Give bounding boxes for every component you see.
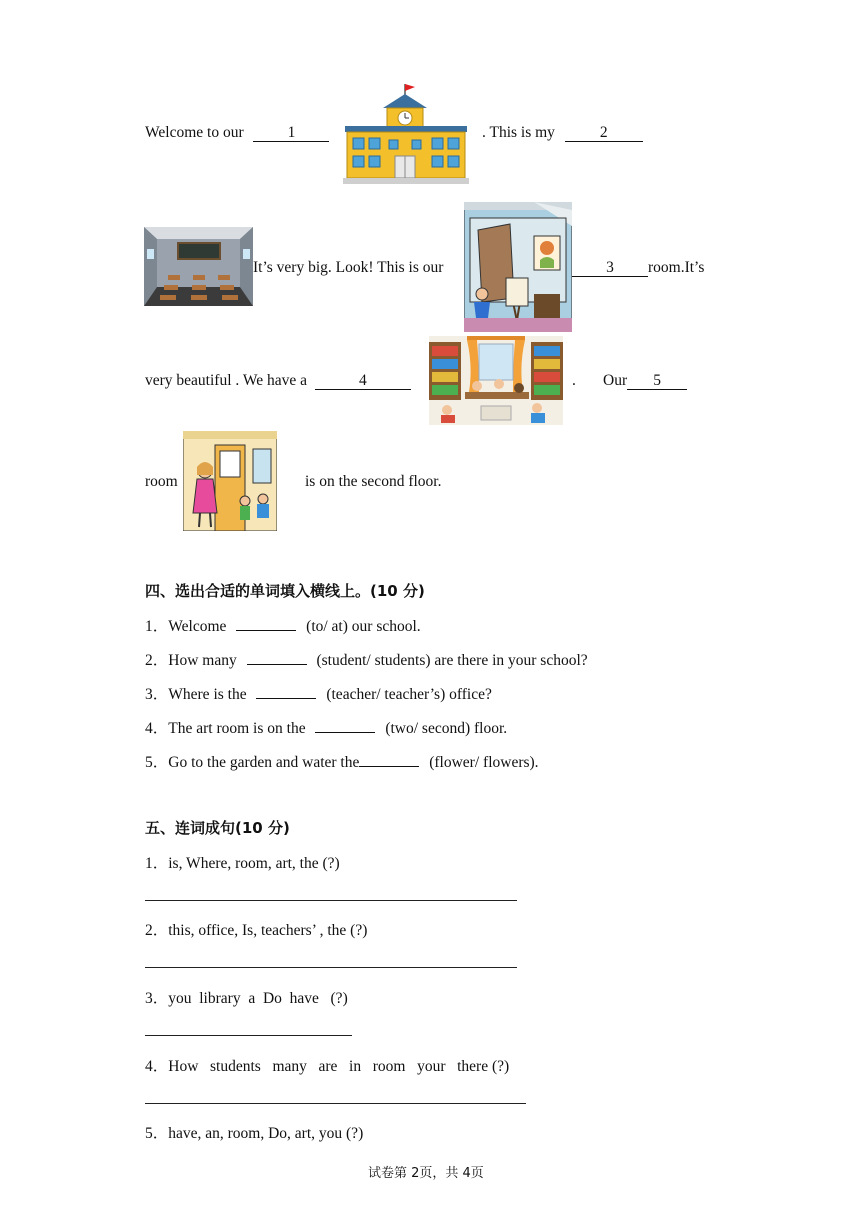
art-room-image: [464, 202, 572, 332]
answer-line: [145, 1035, 352, 1036]
section-5-item: 3．you library a Do have (?): [145, 990, 348, 1007]
item-post: (to/ at) our school.: [306, 618, 421, 635]
answer-line: [145, 900, 517, 901]
passage-text: very beautiful . We have a: [145, 372, 308, 389]
library-image: [429, 336, 563, 425]
item-number: 2．: [145, 652, 169, 669]
section-4-item: [145, 716, 507, 738]
section-5-item: 2．this, office, Is, teachers’ , the (?): [145, 922, 368, 939]
passage-line-4-end: is on the second floor.: [305, 473, 442, 490]
answer-blank: [256, 698, 316, 699]
passage-text: room.It’s: [648, 259, 705, 276]
blank-2: 2: [565, 125, 643, 142]
section-5-title: 五、连词成句(10 分): [145, 819, 290, 837]
answer-blank: [315, 732, 375, 733]
passage-text: . This is my: [482, 124, 555, 141]
blank-3: 3: [572, 260, 648, 277]
item-number: 5．: [145, 754, 169, 771]
section-5-item: 4．How students many are in room your there (?): [145, 1058, 510, 1075]
passage-line-2-end: [572, 259, 704, 277]
item-post: (teacher/ teacher’s) office?: [326, 686, 492, 703]
item-post: (student/ students) are there in your school?: [316, 652, 588, 669]
item-pre: How many: [168, 652, 237, 669]
section-4-item: [145, 614, 421, 636]
passage-text: Our: [603, 372, 628, 389]
answer-line: [145, 967, 517, 968]
answer-blank: [236, 630, 296, 631]
passage-line-4: room: [145, 473, 178, 490]
item-number: 1．: [145, 618, 169, 635]
section-5-item: 5．have, an, room, Do, art, you (?): [145, 1125, 364, 1142]
classroom-image: [144, 227, 253, 306]
passage-line-3: [145, 372, 411, 390]
answer-blank: [359, 766, 419, 767]
item-post: (two/ second) floor.: [385, 720, 508, 737]
item-pre: The art room is on the: [168, 720, 306, 737]
page-footer: 试卷第 2页，共 4页: [368, 1166, 484, 1181]
item-number: 4．: [145, 720, 169, 737]
school-building-image: [343, 82, 469, 186]
passage-text: Welcome to our: [145, 124, 244, 141]
section-4-title: 四、选出合适的单词填入横线上。(10 分): [145, 582, 425, 600]
passage-line-1: [145, 124, 329, 142]
passage-line-3-end: [603, 372, 687, 390]
item-post: (flower/ flowers).: [429, 754, 539, 771]
passage-line-2: [253, 259, 443, 277]
item-pre: Welcome: [168, 618, 227, 635]
answer-blank: [247, 664, 307, 665]
passage-line-1-end: [482, 124, 643, 142]
office-image: [183, 431, 277, 531]
item-pre: Go to the garden and water the: [168, 754, 360, 771]
blank-1: 1: [253, 125, 329, 142]
blank-5: 5: [627, 373, 687, 390]
passage-line-3-dot: .: [572, 372, 576, 389]
section-4-item: [145, 648, 588, 670]
blank-4: 4: [315, 373, 411, 390]
section-5-item: 1．is, Where, room, art, the (?): [145, 855, 340, 872]
section-4-item: [145, 682, 492, 704]
item-pre: Where is the: [168, 686, 247, 703]
section-4-item: [145, 750, 539, 772]
passage-text: It’s very big. Look! This is our: [253, 259, 444, 276]
answer-line: [145, 1103, 526, 1104]
item-number: 3．: [145, 686, 169, 703]
